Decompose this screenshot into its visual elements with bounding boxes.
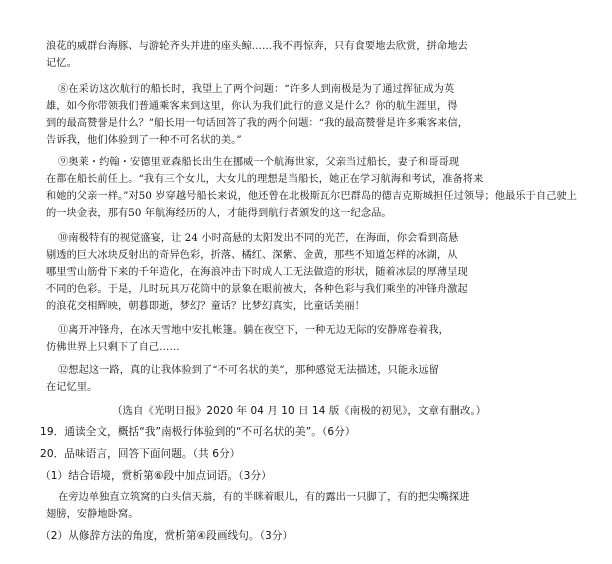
passage-line: 记忆。 <box>46 58 77 69</box>
passage-line: ⑪离开冲锋舟，在冰天雪地中安扎帐篷。躺在夜空下，一种无边无际的安静席卷着我， <box>58 325 449 336</box>
question-19: 19．通读全文，概括“我”南极行体验到的“不可名状的美”。（6分） <box>40 426 356 438</box>
passage-line: 浪花的威群台海豚、与游轮齐头并进的座头鲸……我不再惊奔，只有食要地去欣赏，拼命地去 <box>46 41 468 52</box>
passage-line: 仿佛世界上只剩下了自己…… <box>46 342 180 353</box>
passage-line: 剔透的巨大冰块反射出的奇异色彩，折落、橘红、深紫、金黄，那些不知道怎样的冰湖，从 <box>46 250 458 261</box>
passage-line: 和她的父亲一样。”对50 岁穿越号船长来说，他还曾在北极斯瓦尔巴群岛的德吉克斯城担任过领导；他最乐于自己驶上 <box>46 191 578 202</box>
passage-line: 告诉我，他们体验到了一种不可名状的美。” <box>46 135 242 146</box>
passage-line: ⑫想起这一路，真的让我体验到了“不可名状的美”，那种感觉无法描述，只能永远留 <box>58 365 439 376</box>
question-20-2: （2）从修辞方法的角度，赏析第④段画线句。（3分） <box>40 530 294 542</box>
passage-line: 的浪花交相辉映，朝暮即逝，梦幻？童话？比梦幻真实，比童话美丽！ <box>46 301 365 312</box>
source-note: （选自《光明日报》2020 年 04 月 10 日 14 版《南极的初见》，文章有删改。） <box>112 405 487 417</box>
passage-line: 到的最高赞誉是什么？”船长用一句话回答了我的两个问题：“我的最高赞誉是许多乘客来信， <box>46 118 469 129</box>
passage-line: 在记忆里。 <box>46 382 98 393</box>
question-20-1: （1）结合语境，赏析第⑥段中加点词语。（3分） <box>40 470 272 482</box>
passage-line: 哪里雪山筋骨下来的千年造化，在海浪冲击下时成人工无法做造的形状，随着冰层的厚薄呈现 <box>46 267 468 278</box>
passage-line: ⑩南极特有的视觉盛宴，让 24 小时高悬的太阳发出不同的光芒，在海面，你会看到高悬 <box>58 233 459 244</box>
passage-line: ⑨奥莱・约翰・安德里亚森船长出生在挪威一个航海世家，父亲当过船长，妻子和哥哥现 <box>58 157 460 168</box>
question-20: 20．品味语言，回答下面问题。（共 6分） <box>40 448 241 460</box>
passage-line: 的一块金表，那有50 年航海经历的人，才能得到航行者颁发的这一纪念品。 <box>46 208 392 219</box>
quoted-sentence: 翅膀，安静地卧窝。 <box>46 509 139 520</box>
passage-line: 雄，如今你带领我们普通乘客来到这里，你认为我们此行的意义是什么？你的航生涯里，得 <box>46 101 458 112</box>
passage-line: 不同的色彩。于是，儿时玩具万花筒中的景象在眼前被大，各种色彩与我们乘坐的冲锋舟激起 <box>46 284 468 295</box>
passage-line: 在都在船长前任上。“我有三个女儿，大女儿的理想是当船长，她正在学习航海和考试，准备将来 <box>46 174 484 185</box>
passage-line: ⑧在采访这次航行的船长时，我望上了两个问题：“许多人到南极是为了通过挥征成为英 <box>58 84 455 95</box>
quoted-sentence: 在旁边单独直立筑窝的白头信天翁，有的半眯着眼儿，有的露出一只脚了，有的把尖嘴探进 <box>58 492 470 503</box>
